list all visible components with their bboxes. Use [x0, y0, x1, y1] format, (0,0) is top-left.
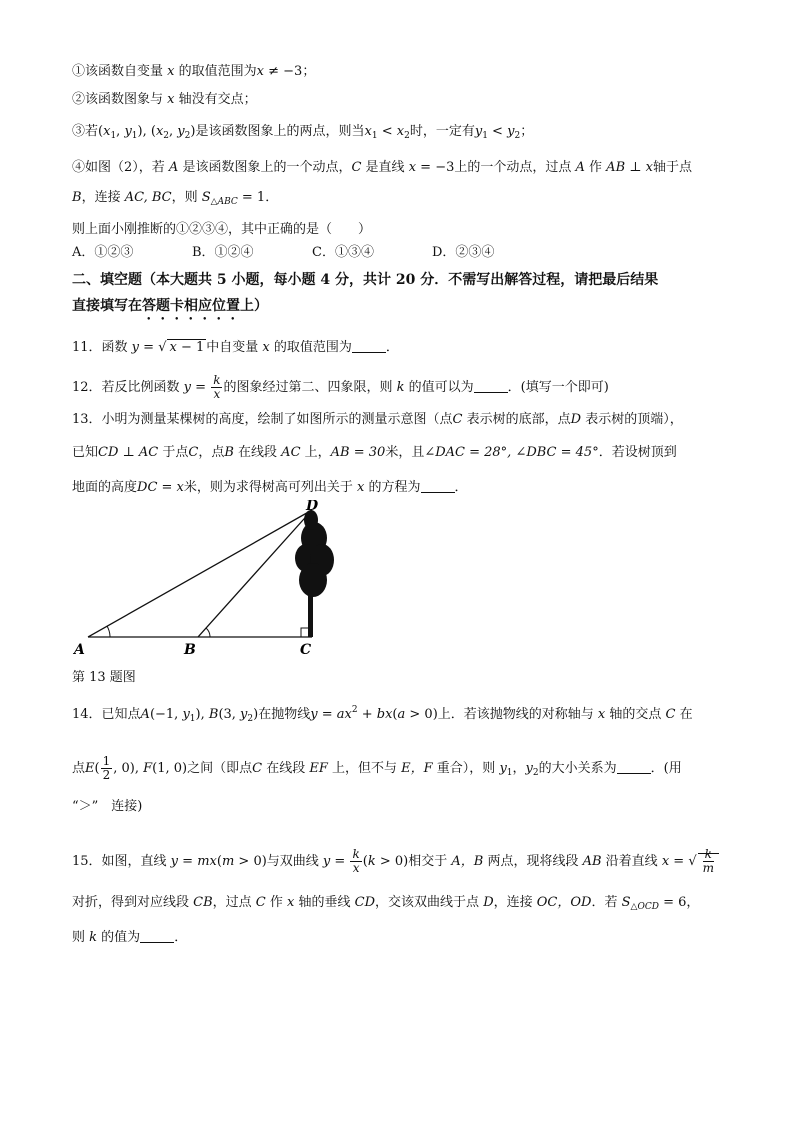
question-14-line-3: “＞” 连接) [72, 799, 143, 814]
statement-3: ③若($x_1$, $y_1$), ($x_2$, $y_2$)是该函数图象上的两点，则当$x_1 < x_2$时，一定有$y_1 < y_2$； [72, 124, 534, 141]
q14-text-h: 在线段 [266, 761, 306, 776]
q12-text-a: 12．若反比例函数 [72, 380, 180, 395]
question-13-line-3: 地面的高度DC = x米，则为求得树高可列出关于 x 的方程为 ． [72, 480, 468, 495]
q15-text-h: 作 [269, 895, 283, 910]
q11-blank[interactable] [352, 340, 386, 353]
q11-text-a: 11．函数 [72, 340, 128, 355]
question-11: 11．函数 y = √ x − 1 中自变量 x 的取值范围为 ． [72, 340, 399, 355]
choice-a[interactable]: A．①②③ [72, 245, 134, 260]
section-2-title-dotted: 答题卡相应位置 [142, 298, 240, 314]
section-2-title-cont [72, 294, 732, 323]
question-tail: 则上面小刚推断的①②③④，其中正确的是（ ） [72, 222, 372, 237]
figure-13-caption: 第 13 题图 [72, 670, 136, 685]
statement-4-text-e: 作 [589, 160, 603, 175]
q14-text-b: 在抛物线 [258, 707, 311, 722]
statement-3-text-c: 时，一定有 [409, 124, 475, 139]
figure-13 [70, 500, 340, 660]
q13-ab-value: AB = 30 [330, 445, 386, 460]
question-13-line-1: 13．小明为测量某棵树的高度，绘制了如图所示的测量示意图（点C 表示树的底部，点D 表示树的顶端）， [72, 412, 683, 427]
question-15-line-3: 则 k 的值为 ． [72, 930, 188, 945]
q13-text-b: 表示树的底部，点 [466, 412, 571, 427]
q14-text-a: 14．已知点 [72, 707, 141, 722]
q15-text-f: 对折，得到对应线段 [72, 895, 190, 910]
section-2-title-plain: 直接填写在 [72, 298, 142, 314]
statement-1: ①该函数自变量 x 的取值范围为x ≠ −3； [72, 64, 316, 79]
statement-3-text: ③若 [72, 124, 99, 139]
statement-4-text-f: 轴于点 [652, 160, 692, 175]
q15-text-a: 15．如图，直线 [72, 854, 167, 869]
statement-2-text: ②该函数图象与 [72, 92, 164, 107]
q12-text-c: 的值可以为 [408, 380, 474, 395]
statement-3-end: ； [520, 124, 534, 139]
question-13-line-2: 已知CD ⊥ AC 于点C，点B 在线段 AC 上，AB = 30米，且∠DAC = 28°, ∠DBC = 45°．若设树顶到 [72, 445, 677, 460]
question-12: 12．若反比例函数 y = $\frac{k}{x}$ 的图象经过第二、四象限，则 k 的值可以为 ．(填写一个即可) [72, 373, 609, 401]
statement-4-cont-a: ，连接 [81, 190, 121, 205]
q13-text-e: 于点 [162, 445, 189, 460]
q14-text-d: 轴的交点 [609, 707, 662, 722]
q14-text-e: 在 [679, 707, 693, 722]
q15-text-d: 两点，现将线段 [487, 854, 579, 869]
statement-4-end: ． [265, 190, 279, 205]
q14-text-f: 点 [72, 761, 86, 776]
choice-c[interactable]: C．①③④ [312, 245, 374, 260]
section-2-title-end: 上） [240, 298, 268, 314]
label-b: B [184, 642, 196, 658]
q11-end: ． [385, 340, 399, 355]
q13-text-m: 的方程为 [368, 480, 421, 495]
statement-4-text-d: 上的一个动点，过点 [454, 160, 572, 175]
segment-bd [198, 510, 312, 637]
q13-angles: ∠DAC = 28°, ∠DBC = 45° [424, 445, 599, 460]
q13-end: ． [454, 480, 468, 495]
statement-3-text-b: 是该函数图象上的两点，则当 [195, 124, 365, 139]
q14-blank[interactable] [617, 761, 651, 774]
q11-text-b: 中自变量 [206, 340, 259, 355]
question-14-line-2: 点E( $\frac{1}{2}$ , 0), F(1, 0)之间（即点C 在线段 EF 上，但不与 E，F 重合），则 $y_1$，$y_2$的大小关系为 ．(用 [72, 754, 682, 782]
label-c: C [300, 642, 312, 658]
q13-text-l: 米，则为求得树高可列出关于 [183, 480, 353, 495]
q14-text-j: 重合），则 [436, 761, 496, 776]
statement-4-cont-b: ，则 [171, 190, 198, 205]
q15-text-n: 的值为 [101, 930, 141, 945]
q13-text-c: 表示树的顶端）， [585, 412, 683, 427]
statement-4-cont: B，连接 AC, BC，则 $S_{\triangle ABC} = 1$． [72, 190, 279, 207]
q15-text-k: ，连接 [493, 895, 533, 910]
choice-d[interactable]: D．②③④ [432, 245, 495, 260]
q15-text-e: 沿着直线 [605, 854, 658, 869]
q14-text-c: 上．若该抛物线的对称轴与 [437, 707, 594, 722]
section-2-title: 二、填空题（本大题共 5 小题，每小题 4 分，共计 20 分．不需写出解答过程，请把最后结果 [72, 272, 659, 288]
q15-text-b: 与双曲线 [266, 854, 319, 869]
q13-text-a: 13．小明为测量某棵树的高度，绘制了如图所示的测量示意图（点 [72, 412, 453, 427]
q15-text-c: 相交于 [408, 854, 448, 869]
statement-2-text-b: 轴没有交点； [178, 92, 257, 107]
segment-ad [88, 510, 312, 637]
statement-1-text: ①该函数自变量 [72, 64, 164, 79]
q13-text-f: ，点 [198, 445, 225, 460]
statement-2: ②该函数图象与 x 轴没有交点； [72, 92, 257, 107]
q14-text-g: 之间（即点 [187, 761, 253, 776]
q13-text-k: 地面的高度 [72, 480, 138, 495]
question-14-line-1: 14．已知点A(−1, $y_1$), B(3, $y_2$)在抛物线$y = ax^2 + bx(a > 0)$上．若该抛物线的对称轴与 x 轴的交点 C 在 [72, 705, 693, 724]
statement-4: ④如图（2），若 A 是该函数图象上的一个动点，C 是直线 x = −3上的一个动点，过点 A 作 AB ⊥ x轴于点 [72, 160, 692, 175]
statement-1-end: ； [302, 64, 316, 79]
tree-icon [295, 510, 334, 637]
q12-text-b: 的图象经过第二、四象限，则 [223, 380, 393, 395]
label-a: A [74, 642, 85, 658]
q13-text-d: 已知 [72, 445, 99, 460]
q13-text-j: ．若设树顶到 [598, 445, 677, 460]
q15-text-l: ．若 [591, 895, 618, 910]
statement-4-text: ④如图（2），若 [72, 160, 165, 175]
angle-a-arc [107, 626, 110, 637]
question-15-line-1: 15．如图，直线 y = mx(m > 0)与双曲线 y = $\frac{k}{x}$ (k > 0)相交于 A，B 两点，现将线段 AB 沿着直线 x = √ $\frac{k}{m}$ [72, 848, 732, 875]
q13-blank[interactable] [421, 480, 455, 493]
statement-4-text-c: 是直线 [365, 160, 405, 175]
q15-text-i: 轴的垂线 [298, 895, 351, 910]
q13-text-h: 上， [304, 445, 331, 460]
statement-4-text-b: 是该函数图象上的一个动点， [182, 160, 352, 175]
q13-dc-value: DC = x [137, 480, 184, 495]
q15-text-m: 则 [72, 930, 86, 945]
angle-b-arc [206, 628, 210, 637]
q14-text-l: ．(用 [650, 761, 682, 776]
q15-end: ． [174, 930, 188, 945]
choice-b[interactable]: B．①②④ [192, 245, 254, 260]
q12-blank[interactable] [474, 380, 508, 393]
q13-text-g: 在线段 [238, 445, 278, 460]
answer-choices [72, 243, 732, 263]
q12-end: ．(填写一个即可) [507, 380, 609, 395]
q14-text-i: 上，但不与 [332, 761, 398, 776]
q15-blank[interactable] [140, 930, 174, 943]
statement-1-text-b: 的取值范围为 [178, 64, 257, 79]
question-15-line-2: 对折，得到对应线段 CB，过点 C 作 x 轴的垂线 CD，交该双曲线于点 D，连接 OC，OD．若 $S_{\triangle OCD} = 6$， [72, 895, 700, 912]
q13-text-i: 米，且 [385, 445, 425, 460]
q14-text-k: 的大小关系为 [538, 761, 617, 776]
q15-text-j: ，交该双曲线于点 [375, 895, 480, 910]
label-d: D [306, 500, 319, 514]
q11-text-c: 的取值范围为 [273, 340, 352, 355]
q15-text-g: ，过点 [212, 895, 252, 910]
